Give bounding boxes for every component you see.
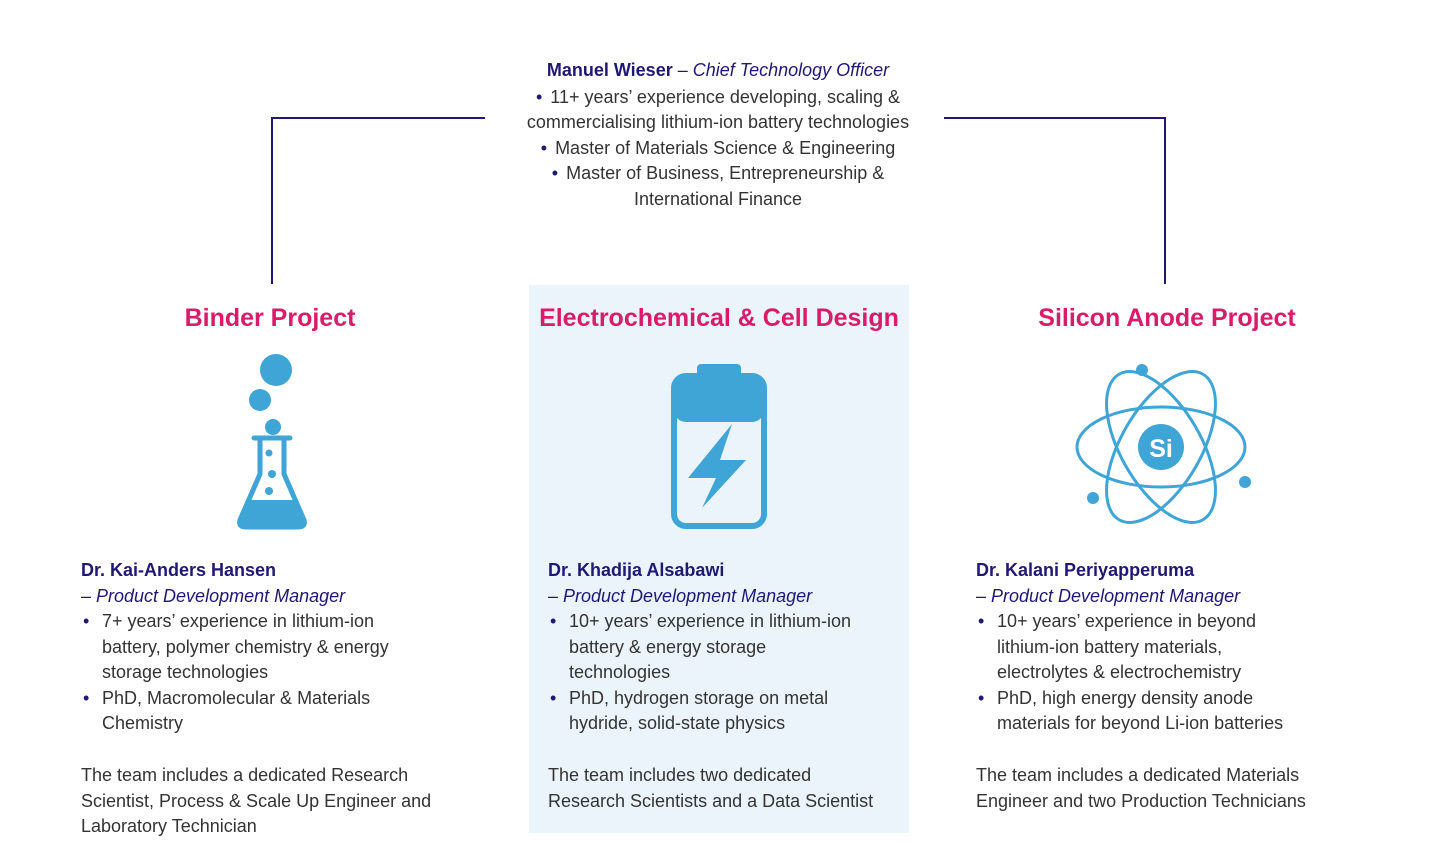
cto-dash: –: [672, 60, 693, 80]
silicon-anode-lead: [976, 558, 1356, 737]
cto-name-line: [490, 58, 946, 84]
binder-team-note: The team includes a dedicated Research Scientist, Process & Scale Up Engineer and Laboratory Technician: [81, 765, 432, 836]
lead-bullets: [548, 609, 883, 737]
lead-name: Dr. Khadija Alsabawi: [548, 560, 725, 580]
lead-bullets: [976, 609, 1316, 737]
cto-bullet: [490, 161, 946, 187]
connector-right-vertical: [1164, 117, 1166, 284]
bullet-icon: •: [535, 86, 543, 107]
lead-name: Dr. Kalani Periyapperuma: [976, 560, 1195, 580]
battery-icon: [670, 362, 768, 532]
connector-left-vertical: [271, 117, 273, 284]
lead-role: – Product Development Manager: [81, 585, 346, 606]
flask-icon: [230, 350, 314, 535]
cell-design-title: Electrochemical & Cell Design: [539, 304, 899, 332]
lead-name: Dr. Kai-Anders Hansen: [81, 560, 277, 580]
cto-block: [490, 58, 946, 212]
lead-role: – Product Development Manager: [548, 585, 813, 606]
cto-name: Manuel Wieser: [546, 60, 673, 80]
cto-bullet-text: Master of Business, Entrepreneurship &: [566, 163, 885, 183]
bullet-icon: •: [540, 137, 548, 158]
cto-bullet-text: Master of Materials Science & Engineering: [555, 137, 896, 158]
list-item: • 7+ years’ experience in lithium-ion battery, polymer chemistry & energy storage technologies: [81, 609, 421, 686]
atom-label: Si: [1149, 435, 1173, 463]
binder-lead: [81, 558, 461, 737]
cto-bullet: [490, 85, 946, 111]
list-item: • PhD, hydrogen storage on metal hydride, solid-state physics: [548, 686, 869, 737]
cell-design-lead: [548, 558, 928, 737]
list-item: • PhD, high energy density anode materials for beyond Li-ion batteries: [976, 686, 1327, 737]
list-item: • 10+ years’ experience in lithium-ion battery & energy storage technologies: [548, 609, 869, 686]
binder-project-title: Binder Project: [184, 304, 356, 332]
cto-bullet-continuation: commercialising lithium-ion battery technologies: [526, 112, 910, 132]
cto-bullet: [490, 136, 946, 162]
cto-bullet-continuation: International Finance: [633, 188, 803, 209]
lead-bullets: [81, 609, 421, 737]
atom-icon: [1074, 360, 1254, 535]
silicon-anode-project-title: Silicon Anode Project: [1038, 304, 1296, 332]
silicon-anode-team-note: The team includes a dedicated Materials Engineer and two Production Technicians: [976, 765, 1306, 811]
cto-bullet-text: 11+ years’ experience developing, scaling &: [550, 86, 901, 107]
list-item: • PhD, Macromolecular & Materials Chemistry: [81, 686, 402, 737]
bullet-icon: •: [551, 163, 559, 183]
lead-role: – Product Development Manager: [976, 585, 1241, 606]
connector-right-horizontal: [944, 117, 1166, 119]
connector-left-horizontal: [271, 117, 485, 119]
cell-design-team-note: The team includes two dedicated Research Scientists and a Data Scientist: [548, 765, 874, 811]
cto-role: Chief Technology Officer: [692, 60, 890, 80]
list-item: • 10+ years’ experience in beyond lithium-ion battery materials, electrolytes & electrochemistry: [976, 609, 1292, 686]
